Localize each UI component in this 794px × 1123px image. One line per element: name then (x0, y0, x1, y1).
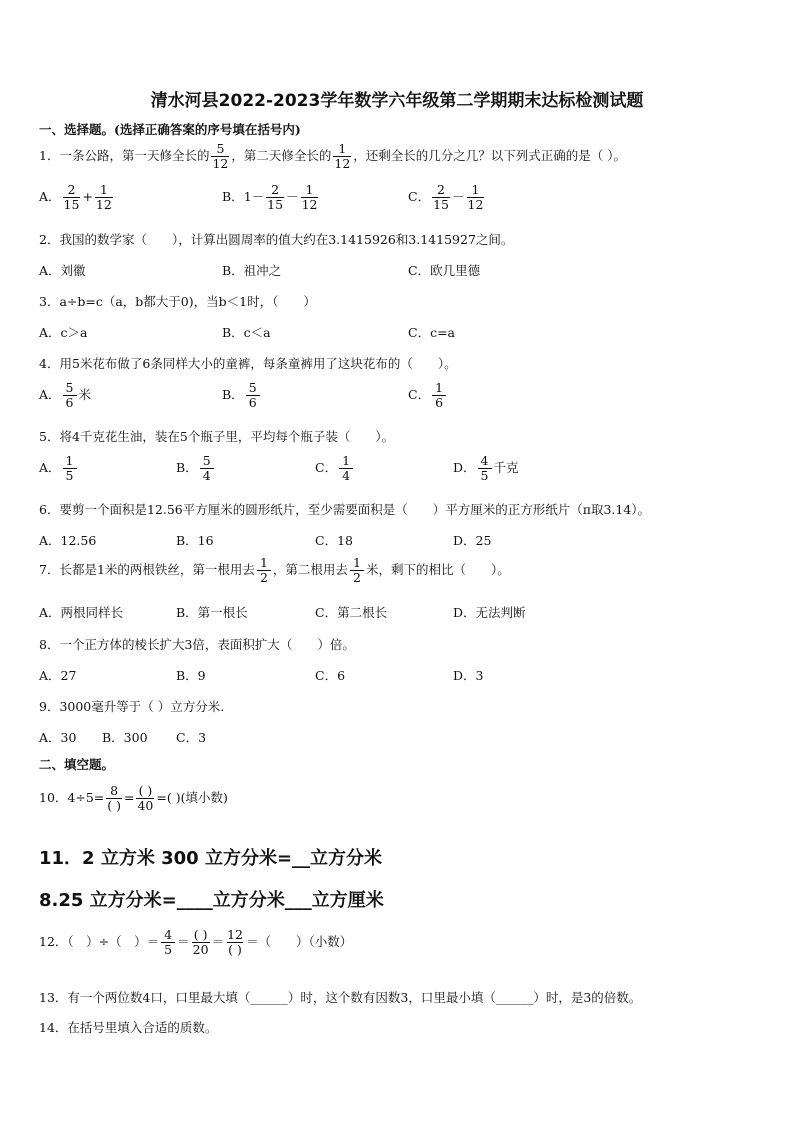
question-12: 12．（ ）÷（ ）＝ $\frac{4}{5}$ ＝ $\frac{( )}{20}$ ＝ $\frac{12}{( )}$ ＝（ ）（小数） (39, 927, 353, 957)
option-d[interactable]: D．25 (453, 533, 492, 548)
option-a[interactable]: A．两根同样长 (39, 605, 124, 620)
fraction: $\frac{2}{15}$ (63, 182, 80, 212)
option-a[interactable]: A．12.56 (39, 533, 97, 548)
option-b[interactable]: B． $\frac{5}{4}$ (176, 454, 216, 483)
question-8: 8．一个正方体的棱长扩大3倍，表面积扩大（ ）倍。 (39, 637, 355, 652)
fraction: $\frac{12}{( )}$ (227, 927, 243, 957)
option-a[interactable]: A． $\frac{1}{5}$ (39, 454, 79, 483)
option-c[interactable]: C．第二根长 (315, 605, 388, 620)
fraction: $\frac{5}{6}$ (246, 381, 260, 410)
question-11-line-1: 11．2 立方米 300 立方分米=__立方分米 (39, 848, 383, 869)
question-2: 2．我国的数学家（ ），计算出圆周率的值大约在3.1415926和3.1415927之间。 (39, 232, 514, 247)
option-c[interactable]: C． $\frac{2}{15}$ － $\frac{1}{12}$ (408, 182, 484, 212)
question-text: ＝（ ）（小数） (245, 933, 353, 949)
question-14: 14．在括号里填入合适的质数。 (39, 1020, 218, 1035)
question-4: 4．用5米花布做了6条同样大小的童裤，每条童裤用了这块花布的（ ）。 (39, 356, 457, 371)
option-c[interactable]: C．欧几里德 (408, 263, 481, 278)
question-text: 米，剩下的相比（ ）。 (365, 561, 510, 577)
question-1 (39, 142, 626, 171)
section-heading-choice: 一、选择题。(选择正确答案的序号填在括号内) (39, 122, 301, 137)
question-6: 6．要剪一个面积是12.56平方厘米的圆形纸片，至少需要面积是（ ）平方厘米的正方形纸片（π取3.14）。 (39, 502, 651, 517)
question-text: 10．4÷5= (39, 789, 105, 805)
option-b[interactable]: B．300 (102, 730, 148, 745)
option-c[interactable]: C．c=a (408, 325, 455, 340)
fraction: $\frac{( )}{40}$ (137, 783, 154, 813)
question-text: =( )(填小数) (156, 789, 228, 805)
option-a[interactable]: A．30 (39, 730, 77, 745)
question-11-line-2: 8.25 立方分米=____立方分米___立方厘米 (39, 890, 384, 911)
fraction: $\frac{1}{12}$ (467, 182, 484, 212)
option-d[interactable]: D．无法判断 (453, 605, 526, 620)
question-9: 9．3000毫升等于（ ）立方分米. (39, 699, 225, 714)
question-5: 5．将4千克花生油，装在5个瓶子里，平均每个瓶子装（ ）。 (39, 429, 395, 444)
question-text: 12．（ ）÷（ ）＝ (39, 933, 160, 949)
fraction: $\frac{1}{6}$ (432, 381, 446, 410)
option-c[interactable]: C．18 (315, 533, 353, 548)
option-c[interactable]: C． $\frac{1}{6}$ (408, 381, 448, 410)
option-b[interactable]: B． $\frac{5}{6}$ (222, 381, 262, 410)
fraction: $\frac{4}{5}$ (478, 454, 492, 483)
option-d[interactable]: D．3 (453, 668, 484, 683)
question-7 (39, 556, 510, 585)
fraction: $\frac{( )}{20}$ (192, 927, 209, 957)
section-heading-fill: 二、填空题。 (39, 757, 115, 772)
question-text: ，还剩全长的几分之几？以下列式正确的是（ ）。 (353, 147, 627, 163)
option-a[interactable]: A．刘徽 (39, 263, 86, 278)
option-b[interactable]: B．第一根长 (176, 605, 248, 620)
page-title: 清水河县2022-2023学年数学六年级第二学期期末达标检测试题 (150, 91, 644, 111)
fraction: $\frac{5}{4}$ (200, 454, 214, 483)
option-c[interactable]: C．3 (176, 730, 207, 745)
option-a[interactable]: A． $\frac{2}{15}$ + $\frac{1}{12}$ (39, 182, 112, 212)
question-text: ，第二根用去 (272, 561, 348, 577)
fraction: $\frac{4}{5}$ (161, 928, 175, 957)
fraction: $\frac{1}{12}$ (95, 182, 112, 212)
question-3: 3．a÷b=c（a，b都大于0)，当b＜1时，（ ） (39, 294, 316, 309)
question-text: 1．一条公路，第一天修全长的 (39, 147, 210, 163)
fraction: $\frac{1}{12}$ (334, 141, 351, 171)
option-b[interactable]: B．16 (176, 533, 214, 548)
fraction: $\frac{1}{2}$ (257, 556, 271, 585)
fraction: $\frac{1}{12}$ (301, 182, 318, 212)
question-10: 10．4÷5= $\frac{8}{( )}$ = $\frac{( )}{40}$ =( )(填小数) (39, 783, 228, 813)
option-c[interactable]: C． $\frac{1}{4}$ (315, 454, 355, 483)
option-c[interactable]: C．6 (315, 668, 346, 683)
fraction: $\frac{1}{2}$ (350, 556, 364, 585)
fraction: $\frac{8}{( )}$ (107, 783, 121, 813)
option-d[interactable]: D． $\frac{4}{5}$ 千克 (453, 453, 519, 483)
fraction: $\frac{1}{4}$ (339, 454, 353, 483)
fraction: $\frac{5}{6}$ (63, 381, 77, 410)
fraction: $\frac{5}{12}$ (212, 141, 229, 171)
question-text: ，第二天修全长的 (231, 147, 332, 163)
question-13: 13．有一个两位数4口，口里最大填（______）时，这个数有因数3，口里最小填（______）时，是3的倍数。 (39, 990, 642, 1005)
fraction: $\frac{2}{15}$ (267, 182, 284, 212)
option-a[interactable]: A． $\frac{5}{6}$ 米 (39, 380, 92, 410)
fraction: $\frac{1}{5}$ (63, 454, 77, 483)
option-a[interactable]: A．27 (39, 668, 77, 683)
option-b[interactable]: B．祖冲之 (222, 263, 282, 278)
option-a[interactable]: A．c＞a (39, 325, 88, 340)
option-b[interactable]: B．1－ $\frac{2}{15}$ － $\frac{1}{12}$ (222, 182, 318, 212)
fraction: $\frac{2}{15}$ (433, 182, 449, 212)
option-b[interactable]: B．c＜a (222, 325, 271, 340)
option-b[interactable]: B．9 (176, 668, 206, 683)
question-text: 7．长都是1米的两根铁丝，第一根用去 (39, 561, 255, 577)
